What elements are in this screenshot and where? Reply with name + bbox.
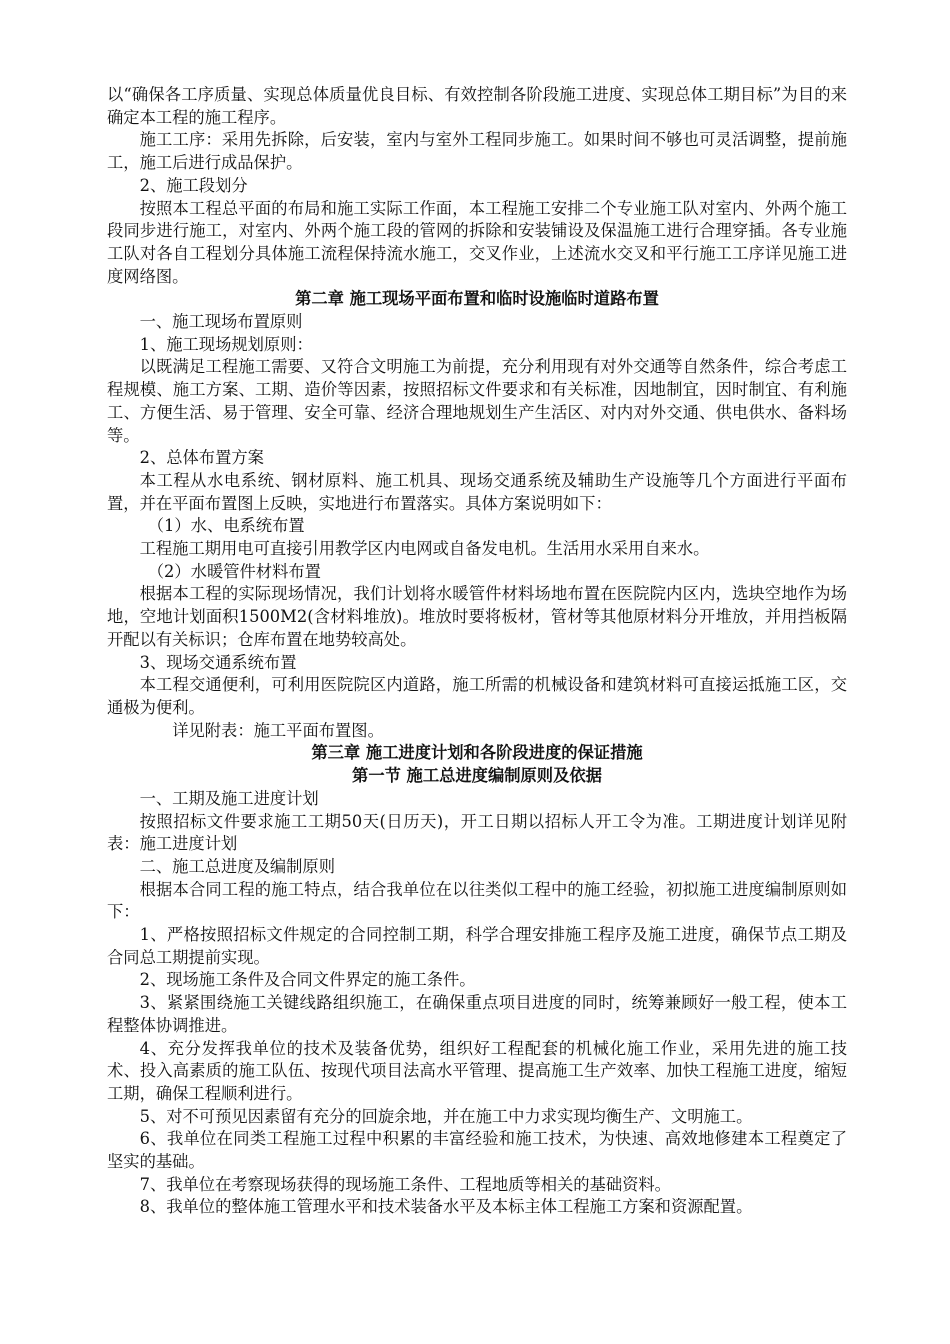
paragraph-construction-sequence: 施工工序：采用先拆除，后安装，室内与室外工程同步施工。如果时间不够也可灵活调整，提前施工，施工后进行成品保护。 bbox=[107, 130, 847, 173]
paragraph-schedule-principles-intro: 根据本合同工程的施工特点，结合我单位在以往类似工程中的施工经验，初拟施工进度编制原则如下： bbox=[107, 879, 847, 922]
paragraph-site-planning: 以既满足工程施工需要、又符合文明施工为前提，充分利用现有对外交通等自然条件，综合考虑工程规模、施工方案、工期、造价等因素，按照招标文件要求和有关标准，因地制宜，因时制宜、有利施工、方便生活、易于管理、安全可靠、经济合理地规划生产生活区、对内对外交通、供电供水、备料场等。 bbox=[107, 357, 847, 445]
subheading-pipe-materials: （2）水暖管件材料布置 bbox=[147, 561, 321, 581]
paragraph-water-power: 工程施工期用电可直接引用教学区内电网或自备发电机。生活用水采用自来水。 bbox=[139, 539, 710, 559]
list-item-principle-2: 2、现场施工条件及合同文件界定的施工条件。 bbox=[139, 970, 476, 990]
section-heading-layout-principles: 一、施工现场布置原则 bbox=[139, 312, 303, 332]
list-item-principle-1: 1、严格按照招标文件规定的合同控制工期，科学合理安排施工程序及施工进度，确保节点工期及合同总工期提前实现。 bbox=[107, 925, 847, 967]
paragraph-schedule: 按照招标文件要求施工工期50天(日历天)，开工日期以招标人开工令为准。工期进度计划详见附表：施工进度计划 bbox=[107, 811, 847, 854]
paragraph-construction-procedure-goal: 以“确保各工序质量、实现总体质量优良目标、有效控制各阶段施工进度、实现总体工期目标”为目的来确定本工程的施工程序。 bbox=[107, 85, 847, 127]
section-1-title: 第一节 施工总进度编制原则及依据 bbox=[352, 766, 602, 786]
subheading-water-power: （1）水、电系统布置 bbox=[147, 516, 305, 536]
list-item-principle-6: 6、我单位在同类工程施工过程中积累的丰富经验和施工技术，为快速、高效地修建本工程奠定了坚实的基础。 bbox=[107, 1129, 847, 1172]
list-item-principle-3: 3、紧紧围绕施工关键线路组织施工，在确保重点项目进度的同时，统筹兼顾好一般工程，使本工程整体协调推进。 bbox=[107, 993, 847, 1035]
section-heading-schedule-principles: 二、施工总进度及编制原则 bbox=[139, 856, 335, 876]
section-heading-schedule: 一、工期及施工进度计划 bbox=[139, 788, 319, 808]
section-heading-stage-division: 2、施工段划分 bbox=[139, 175, 248, 195]
paragraph-stage-division: 按照本工程总平面的布局和施工实际工作面，本工程施工安排二个专业施工队对室内、外两个施工段同步进行施工，对室内、外两个施工段的管网的拆除和安装铺设及保温施工进行合理穿插。各专业施工队对各自工程划分具体施工流程保持流水施工，交叉作业，上述流水交叉和平行施工工序详见施工进度网络图。 bbox=[107, 198, 847, 286]
list-item-principle-8: 8、我单位的整体施工管理水平和技术装备水平及本标主体工程施工方案和资源配置。 bbox=[139, 1197, 753, 1217]
chapter-2-title: 第二章 施工现场平面布置和临时设施临时道路布置 bbox=[295, 289, 659, 309]
note-site-layout-appendix: 详见附表：施工平面布置图。 bbox=[172, 720, 384, 740]
chapter-3-title: 第三章 施工进度计划和各阶段进度的保证措施 bbox=[311, 743, 643, 763]
paragraph-pipe-materials: 根据本工程的实际现场情况，我们计划将水暖管件材料场地布置在医院院内区内，选块空地作为场地，空地计划面积1500M2(含材料堆放)。堆放时要将板材，管材等其他原材料分开堆放，并用挡板隔开配以有关标识；仓库布置在地势较高处。 bbox=[107, 584, 847, 649]
list-item-principle-4: 4、充分发挥我单位的技术及装备优势，组织好工程配套的机械化施工作业，采用先进的施工技术、投入高素质的施工队伍、按现代项目法高水平管理、提高施工生产效率、加快工程施工进度，缩短工期，确保工程顺利进行。 bbox=[107, 1038, 847, 1103]
section-heading-site-traffic: 3、现场交通系统布置 bbox=[139, 652, 297, 672]
paragraph-site-traffic: 本工程交通便利，可利用医院院区内道路，施工所需的机械设备和建筑材料可直接运抵施工区，交通极为便利。 bbox=[107, 675, 847, 717]
section-heading-overall-layout: 2、总体布置方案 bbox=[139, 448, 264, 468]
paragraph-overall-layout: 本工程从水电系统、钢材原料、施工机具、现场交通系统及辅助生产设施等几个方面进行平面布置，并在平面布置图上反映，实地进行布置落实。具体方案说明如下： bbox=[107, 470, 847, 513]
document-page bbox=[107, 84, 847, 1219]
list-item-principle-7: 7、我单位在考察现场获得的现场施工条件、工程地质等相关的基础资料。 bbox=[139, 1174, 671, 1194]
list-item-principle-5: 5、对不可预见因素留有充分的回旋余地，并在施工中力求实现均衡生产、文明施工。 bbox=[139, 1106, 753, 1126]
section-heading-site-planning: 1、施工现场规划原则： bbox=[139, 334, 313, 354]
